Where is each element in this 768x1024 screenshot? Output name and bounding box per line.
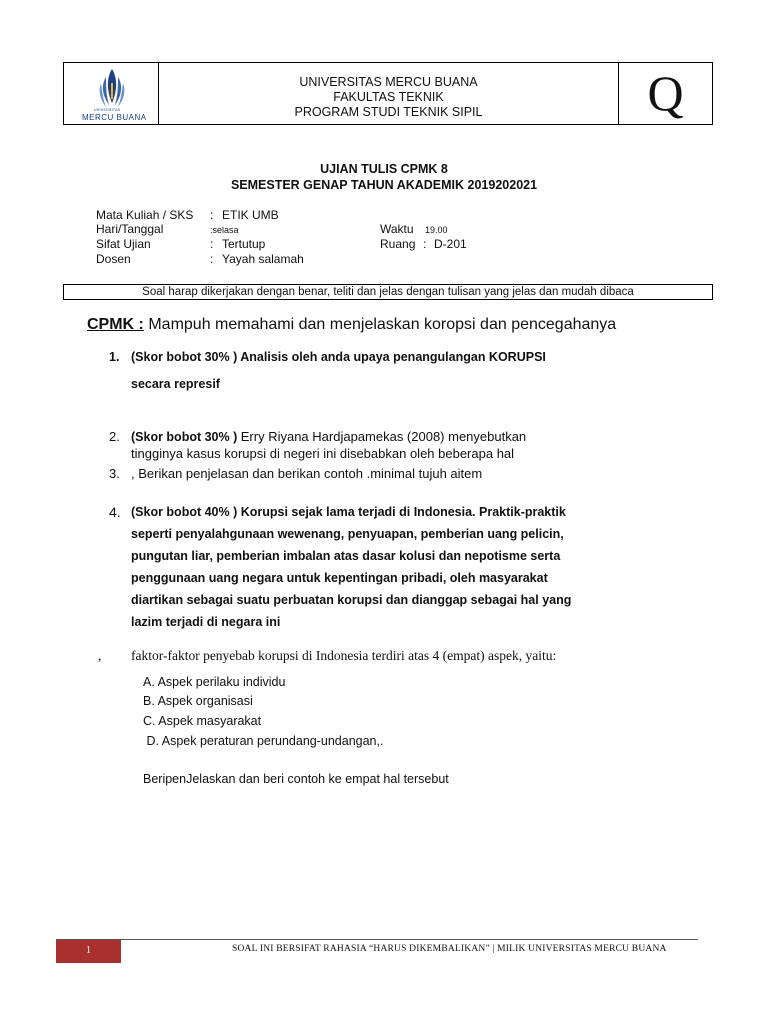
university-name: UNIVERSITAS MERCU BUANA [299,75,478,89]
time-label: Waktu [380,222,414,236]
footer-text: SOAL INI BERSIFAT RAHASIA “HARUS DIKEMBALIKAN” | MILIK UNIVERSITAS MERCU BUANA [232,944,667,954]
footer-divider [56,939,698,940]
aspect-b: B. Aspek organisasi [143,694,253,708]
program-name: PROGRAM STUDI TEKNIK SIPIL [294,105,483,119]
q1-line-1: (Skor bobot 30% ) Analisis oleh anda upaya penangulangan KORUPSI [131,350,546,364]
q4-number: 4. [109,504,121,520]
room-value: D-201 [434,237,467,251]
q4-line-2: seperti penyalahgunaan wewenang, penyuapan, pemberian uang pelicin, [131,527,564,541]
factors-mark: , [98,648,102,663]
logo-name: MERCU BUANA [82,113,147,122]
q1-number: 1. [109,350,120,364]
nature-value: Tertutup [222,237,266,251]
header-box [63,62,713,125]
day-label: Hari/Tanggal [96,222,164,236]
q2-score: (Skor bobot 30% ) [131,430,238,444]
factors-text: faktor-faktor penyebab korupsi di Indonesia terdiri atas 4 (empat) aspek, yaitu: [131,648,557,663]
header-title-cell [159,63,619,124]
day-value: :selasa [210,225,239,235]
q2-line-1-text: Erry Riyana Hardjapamekas (2008) menyebutkan [240,429,527,444]
cpmk-text: Mampuh memahami dan menjelaskan koropsi dan pencegahanya [148,316,617,333]
form-code: Q [647,65,684,121]
q4-line-4: penggunaan uang negara untuk kepentingan pribadi, oleh masyarakat [131,571,548,585]
page-number: 1 [56,940,121,963]
q3-line-1: , Berikan penjelasan dan berikan contoh .minimal tujuh aitem [131,466,483,481]
closing-instruction: BeripenJelaskan dan beri contoh ke empat hal tersebut [143,772,449,786]
q4-line-5: diartikan sebagai suatu perbuatan korupsi dan dianggap sebagai hal yang [131,593,572,607]
university-logo-icon [97,67,127,109]
lecturer-sep: : [210,252,214,266]
aspect-c: C. Aspek masyarakat [143,714,262,728]
aspect-a: A. Aspek perilaku individu [143,675,286,689]
q3-number: 3. [109,466,120,481]
course-label: Mata Kuliah / SKS [96,208,194,222]
lecturer-value: Yayah salamah [222,252,304,266]
q4-line-6: lazim terjadi di negara ini [131,615,281,629]
nature-label: Sifat Ujian [96,237,151,251]
logo-small-text: UNIVERSITAS [94,108,121,112]
time-value: 19.00 [425,225,448,235]
faculty-name: FAKULTAS TEKNIK [333,90,444,104]
nature-sep: : [210,237,214,251]
room-label: Ruang [380,237,416,251]
q2-line-2: tingginya kasus korupsi di negeri ini disebabkan oleh beberapa hal [131,446,515,461]
q4-line-3: pungutan liar, pemberian imbalan atas dasar kolusi dan nepotisme serta [131,549,561,563]
q2-line-1 [131,429,526,444]
aspect-d: D. Aspek peraturan perundang-undangan,. [143,734,384,748]
notice-box: Soal harap dikerjakan dengan benar, teliti dan jelas dengan tulisan yang jelas dan mudah dibaca [63,284,713,300]
logo-cell [64,63,159,124]
course-value: ETIK UMB [222,208,279,222]
cpmk-label: CPMK : [87,316,144,333]
exam-semester: SEMESTER GENAP TAHUN AKADEMIK 2019202021 [230,178,538,192]
q4-line-1: (Skor bobot 40% ) Korupsi sejak lama terjadi di Indonesia. Praktik-praktik [131,505,566,519]
q1-line-2: secara represif [131,377,220,391]
cpmk-heading [87,316,616,334]
room-sep: : [423,237,427,251]
lecturer-label: Dosen [96,252,131,266]
exam-title: UJIAN TULIS CPMK 8 [320,162,448,176]
course-sep: : [210,208,214,222]
q2-number: 2. [109,429,120,444]
